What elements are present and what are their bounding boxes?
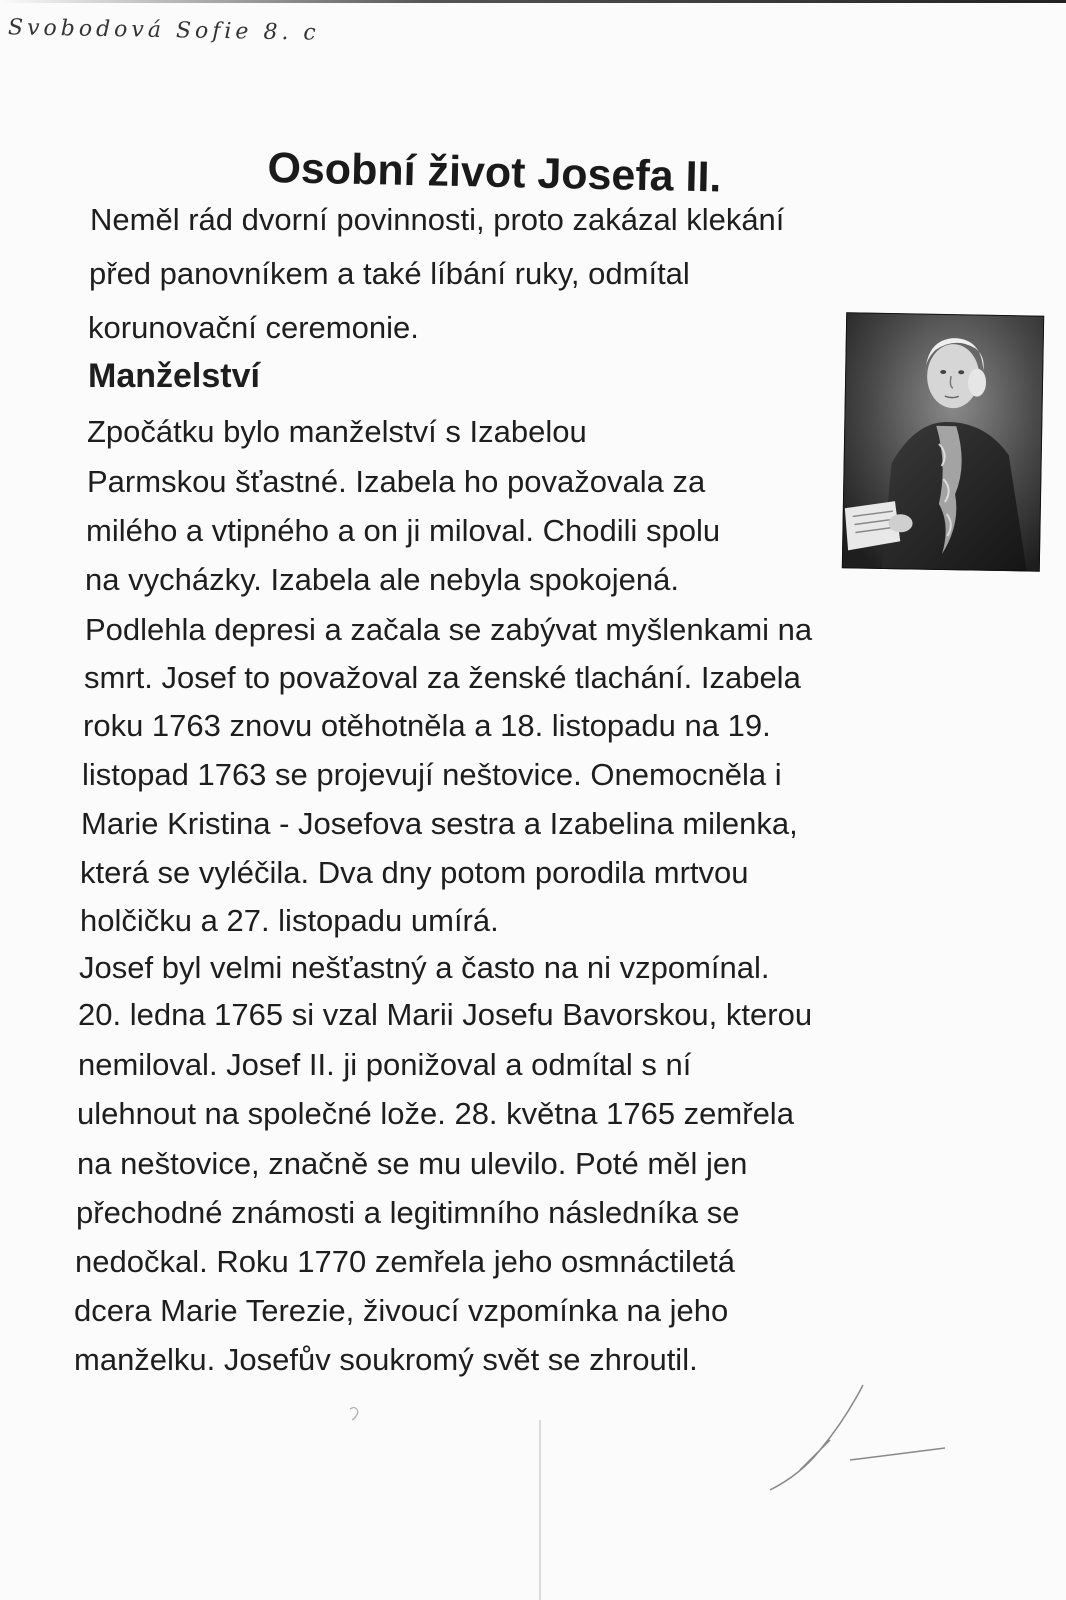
scan-edge xyxy=(0,0,1066,3)
text-line: smrt. Josef to považoval za ženské tlachání. Izabela xyxy=(84,660,801,695)
text-line: nedočkal. Roku 1770 zemřela jeho osmnáctiletá xyxy=(75,1244,735,1279)
text-line: Zpočátku bylo manželství s Izabelou xyxy=(87,414,587,449)
text-line: listopad 1763 se projevují neštovice. Onemocněla i xyxy=(82,757,782,792)
text-line: Podlehla depresi a začala se zabývat myšlenkami na xyxy=(85,612,813,647)
text-line: ulehnout na společné lože. 28. května 1765 zemřela xyxy=(77,1096,794,1131)
handwritten-name: Svobodová Sofie 8. c xyxy=(7,15,320,46)
page-title: Osobní život Josefa II. xyxy=(266,144,722,202)
text-line: holčičku a 27. listopadu umírá. xyxy=(80,903,499,938)
text-line: manželku. Josefův soukromý svět se zhroutil. xyxy=(74,1342,698,1377)
text-line: korunovační ceremonie. xyxy=(88,310,419,345)
text-line: na neštovice, značně se mu ulevilo. Poté měl jen xyxy=(77,1146,748,1181)
text-line: na vycházky. Izabela ale nebyla spokojená. xyxy=(85,562,679,597)
text-line: milého a vtipného a on ji miloval. Chodili spolu xyxy=(86,513,721,548)
portrait-icon xyxy=(842,312,1044,571)
text-line: Josef byl velmi nešťastný a často na ni vzpomínal. xyxy=(79,950,770,985)
text-line: 20. ledna 1765 si vzal Marii Josefu Bavorskou, kterou xyxy=(78,997,813,1032)
text-line: která se vyléčila. Dva dny potom porodila mrtvou xyxy=(80,855,749,890)
text-line: Parmskou šťastné. Izabela ho považovala za xyxy=(87,464,706,499)
text-line: roku 1763 znovu otěhotněla a 18. listopadu na 19. xyxy=(83,708,771,743)
text-line: Neměl rád dvorní povinnosti, proto zakázal klekání xyxy=(90,202,785,237)
text-line: Marie Kristina - Josefova sestra a Izabelina milenka, xyxy=(81,806,798,841)
text-line: před panovníkem a také líbání ruky, odmítal xyxy=(89,256,690,291)
text-line: přechodné známosti a legitimního následníka se xyxy=(76,1195,740,1230)
text-line: nemiloval. Josef II. ji ponižoval a odmítal s ní xyxy=(78,1047,692,1082)
section-heading: Manželství xyxy=(88,357,260,395)
text-line: dcera Marie Terezie, živoucí vzpomínka na jeho xyxy=(74,1293,729,1328)
